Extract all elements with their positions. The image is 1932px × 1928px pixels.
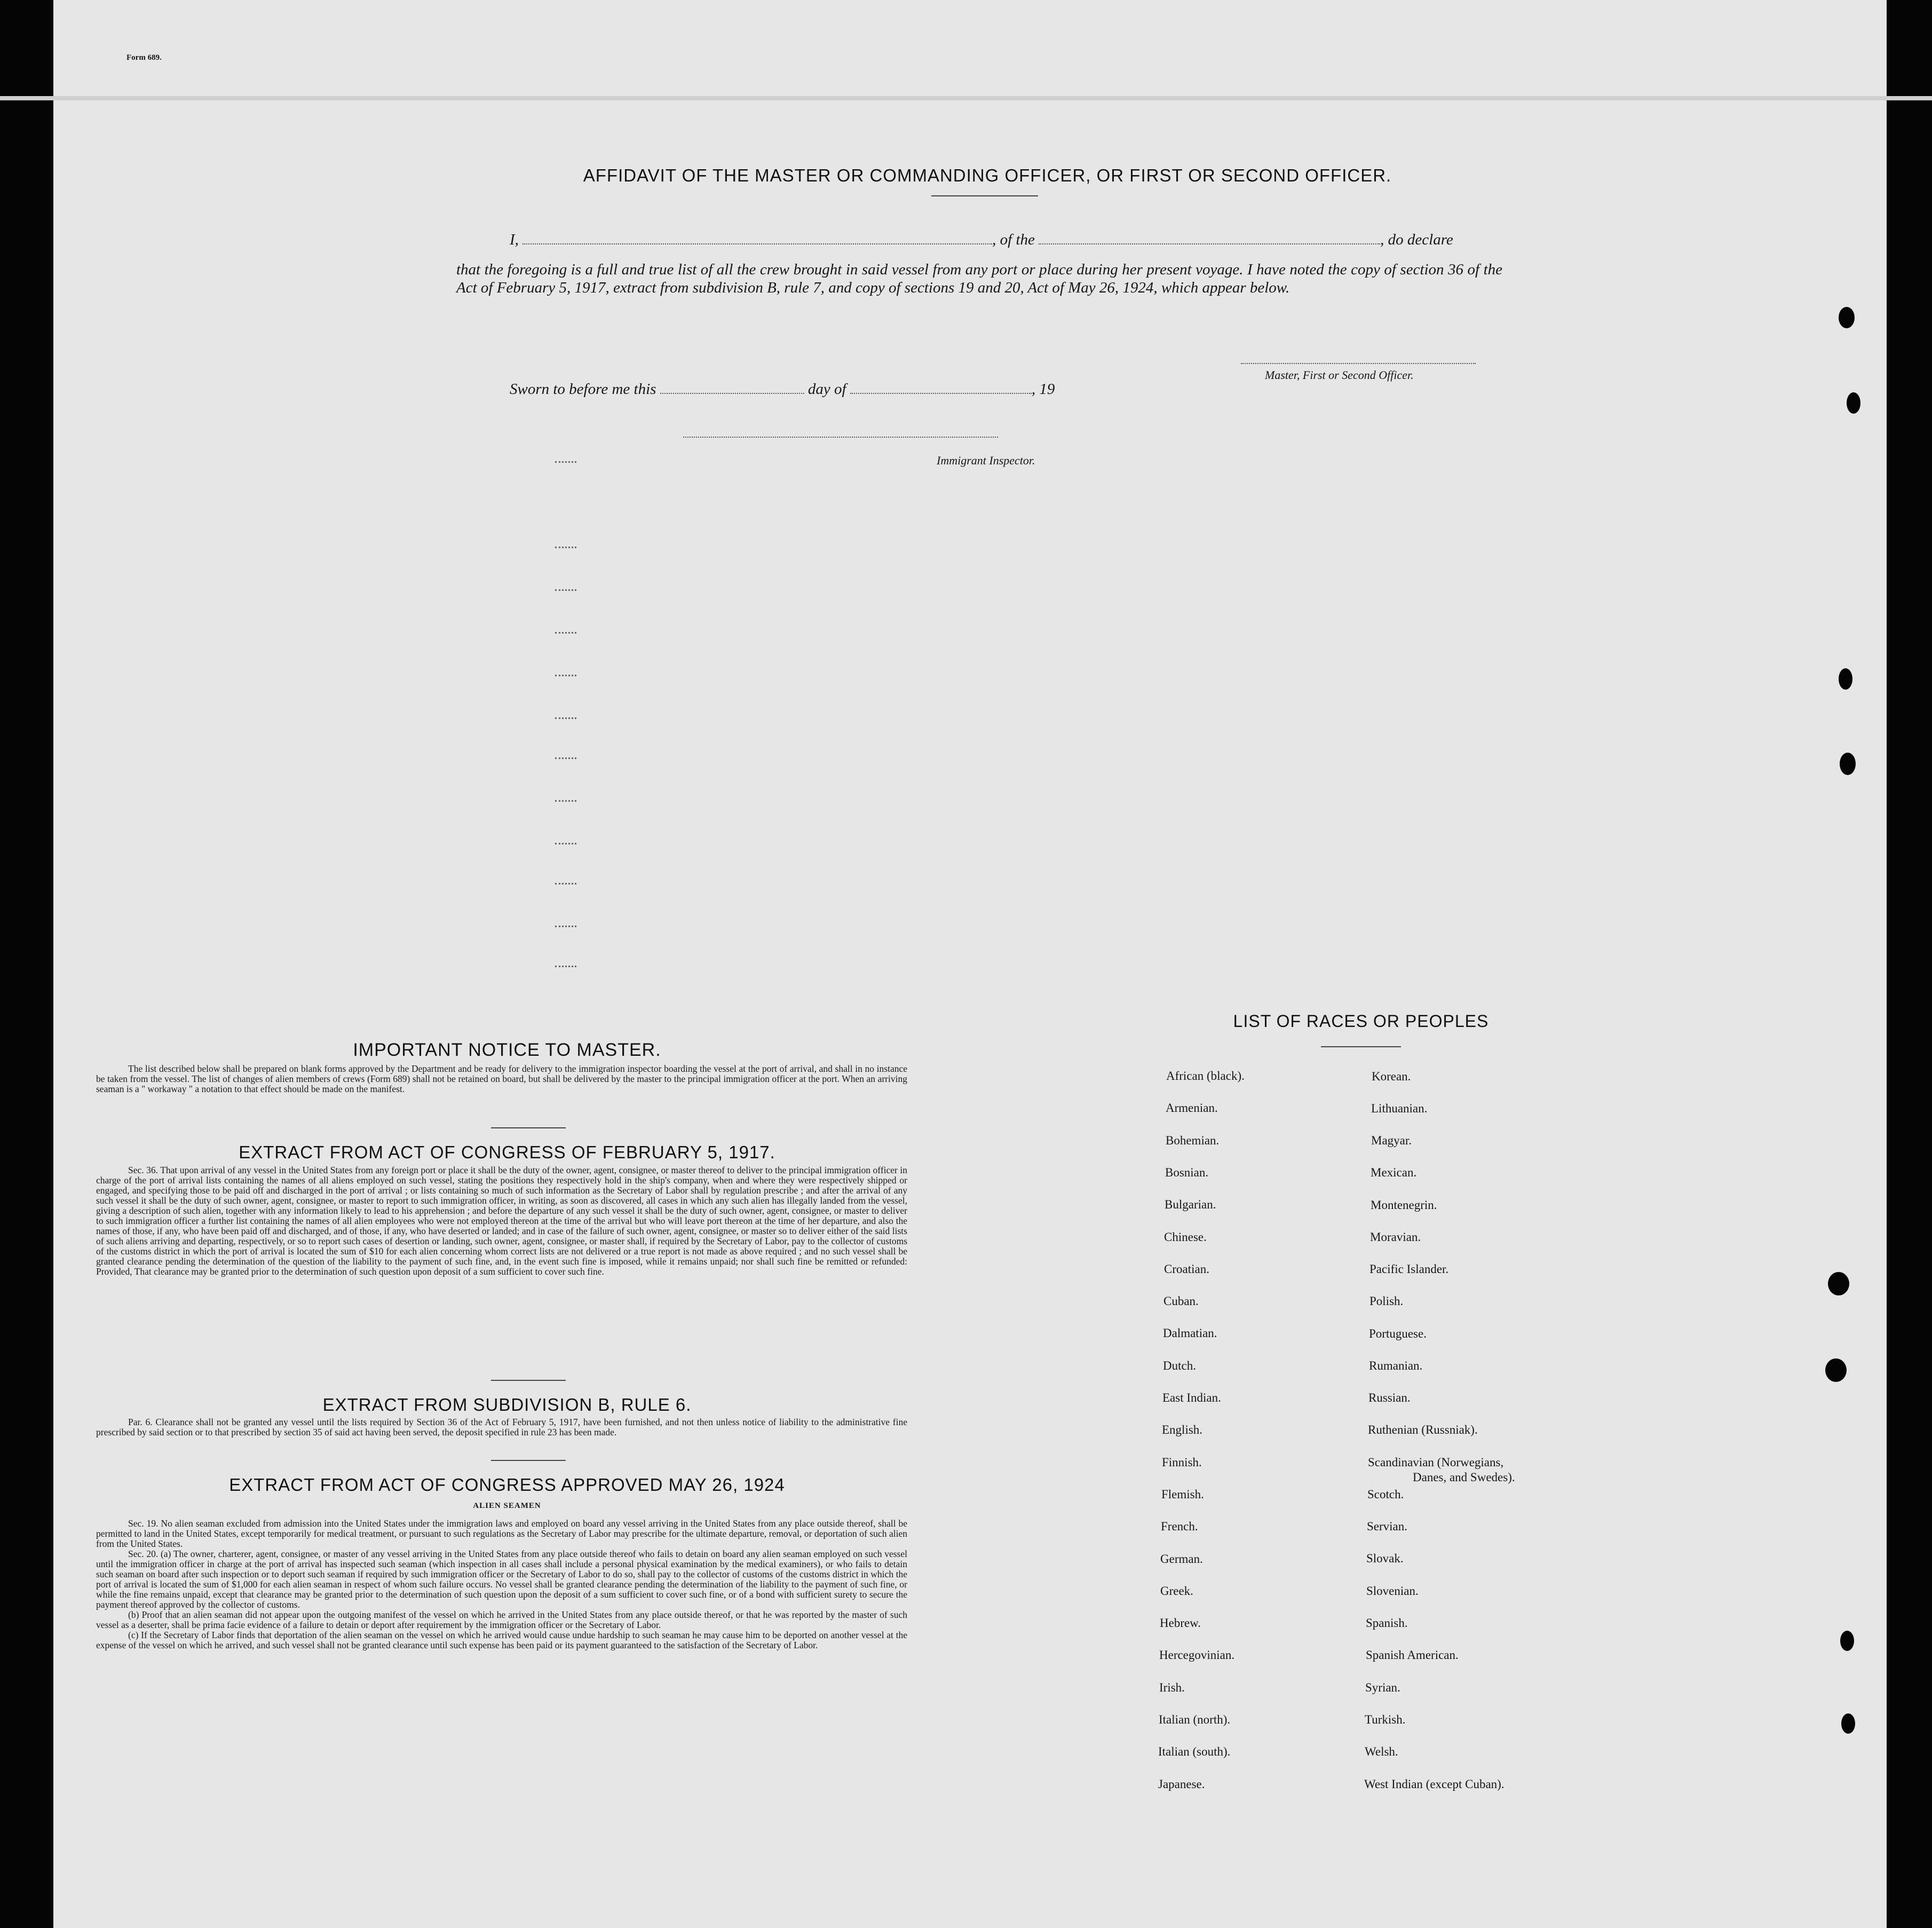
race-item: Italian (south). <box>1158 1745 1231 1758</box>
races-title: LIST OF RACES OR PEOPLES <box>1233 1012 1489 1031</box>
dot-mark <box>555 630 576 634</box>
form-number: Form 689. <box>126 53 162 62</box>
vessel-field[interactable] <box>1039 231 1380 244</box>
race-item: Danes, and Swedes). <box>1413 1471 1515 1484</box>
punch-hole <box>1839 307 1855 328</box>
affidavit-title: AFFIDAVIT OF THE MASTER OR COMMANDING OFFICER, OR FIRST OR SECOND OFFICER. <box>583 165 1392 185</box>
extract-rule6-text: Par. 6. Clearance shall not be granted any vessel until the lists required by Section 36 of the Act of February 5, 1917, have been furnished, and not then unless notice of liability to the administrative fine prescribed by said section or to that prescribed by section 35 of said act having been served, the deposit specified in rule 23 has been made. <box>96 1417 907 1437</box>
race-item: Bohemian. <box>1166 1134 1220 1147</box>
race-item: Flemish. <box>1161 1488 1204 1501</box>
race-item: Hebrew. <box>1160 1616 1201 1630</box>
inspector-title: Immigrant Inspector. <box>937 454 1035 467</box>
sec20a-text: Sec. 20. (a) The owner, charterer, agent, consignee, or master of any vessel arriving in the United States from any place outside thereof who fails to detain on board any alien seaman employed on such vessel until the immigration officer in charge at the port of arrival has inspected such seaman (which inspection in all cases shall include a personal physical examination by the medical examiners), or who fails to detain such seaman on board after such inspection or to deport such seaman if required by such immigration officer or the Secretary of Labor to do so, shall pay to the collector of customs of the customs district in which the port of arrival is located the sum of $1,000 for each alien seaman in respect of whom such failure occurs. No vessel shall be granted clearance pending the determination of the liability to the payment of such fine, or while the fine remains unpaid, except that clearance may be granted prior to the determination of such question upon the deposit of a sum sufficient to cover such fine, or of a bond with sufficient surety to secure the payment thereof approved by the collector of customs. <box>96 1548 907 1610</box>
race-item: Mexican. <box>1371 1166 1417 1179</box>
race-item: Slovenian. <box>1366 1584 1419 1598</box>
section-rule <box>491 1127 566 1128</box>
extract-rule6-title: EXTRACT FROM SUBDIVISION B, RULE 6. <box>322 1395 692 1415</box>
dot-mark <box>555 963 576 967</box>
race-item: Armenian. <box>1166 1101 1218 1115</box>
affidavit-i-label: I, <box>510 231 519 248</box>
notice-title: IMPORTANT NOTICE TO MASTER. <box>353 1040 661 1060</box>
race-item: East Indian. <box>1162 1391 1221 1404</box>
inspector-signature-line[interactable] <box>683 437 998 438</box>
extract-1917-text: Sec. 36. That upon arrival of any vessel in the United States from any foreign port or place it shall be the duty of the owner, agent, consignee, or master thereof to deliver to the principal immigration officer in charge of the port of arrival lists containing the names of all aliens employed on such vessel, stating the positions they respectively hold in the ship's company, when and where they were respectively shipped or engaged, and specifying those to be paid off and discharged in the port of arrival ; or lists containing so much of such information as the Secretary of Labor shall by regulation prescribe ; and after the arrival of any such vessel it shall be the duty of such owner, agent, consignee, or master to report to such immigration officer, in writing, as soon as discovered, all cases in which any such alien has illegally landed from the vessel, giving a description of such alien, together with any information likely to lead to his apprehension ; and before the departure of any such vessel it shall be the duty of such owner, agent, consignee, or master to deliver to such immigration officer a further list containing the names of all alien employees who were not employed thereon at the time of the arrival but who will leave port thereon at the time of her departure, and also the names of those, if any, who have been paid off and discharged, and of those, if any, who have deserted or landed; and in case of the failure of such owner, agent, consignee, or master so to deliver either of the said lists of such aliens arriving and departing, respectively, or so to report such cases of desertion or landing, such owner, agent, consignee, or master shall, if required by the Secretary of Labor, pay to the collector of customs of the customs district in which the port of arrival is located the sum of $10 for each alien concerning whom correct lists are not delivered or a true report is not made as above required ; and no such vessel shall be granted clearance pending the determination of the question of the liability to the payment of such fine, and, in the event such fine is imposed, while it remains unpaid; nor shall such fine be remitted or refunded: Provided, That clearance may be granted prior to the determination of such question upon deposit of a sum sufficient to cover such fine. <box>96 1165 907 1277</box>
dot-mark <box>555 673 576 676</box>
race-item: Italian (north). <box>1159 1713 1231 1726</box>
race-item: Spanish American. <box>1366 1648 1459 1662</box>
dot-mark <box>555 544 576 548</box>
race-item: German. <box>1160 1552 1203 1566</box>
title-rule <box>931 195 1038 196</box>
race-item: French. <box>1161 1520 1198 1533</box>
race-item: Japanese. <box>1158 1777 1205 1791</box>
race-item: Russian. <box>1368 1391 1411 1404</box>
notice-text: The list described below shall be prepared on blank forms approved by the Department and be ready for delivery to the immigration inspector boarding the vessel at the port of arrival, and shall in no instance be taken from the vessel. The list of changes of alien members of crews (Form 689) shall not be retained on board, but shall be delivered by the master to the principal immigration officer at the port. When an arriving seaman is a " workaway " a notation to that effect should be made on the manifest. <box>96 1063 907 1094</box>
race-item: Greek. <box>1160 1584 1193 1598</box>
punch-hole <box>1840 1631 1854 1651</box>
sworn-line <box>510 380 1055 398</box>
race-item: Dalmatian. <box>1163 1326 1217 1340</box>
race-item: Turkish. <box>1365 1713 1406 1726</box>
year-label: , 19 <box>1031 381 1055 398</box>
affidavit-body: that the foregoing is a full and true list of all the crew brought in said vessel from any port or place during her present voyage. I have noted the copy of section 36 of the Act of February 5, 1917, extract from subdivision B, rule 7, and copy of sections 19 and 20, Act of May 26, 1924, which appear below. <box>456 261 1502 296</box>
sworn-month-field[interactable] <box>850 380 1032 394</box>
affidavit-declaration-line <box>510 231 1502 249</box>
race-item: Irish. <box>1159 1681 1185 1694</box>
race-item: Korean. <box>1372 1070 1411 1083</box>
punch-hole <box>1847 392 1860 414</box>
punch-hole <box>1825 1358 1847 1382</box>
race-item: English. <box>1162 1423 1203 1436</box>
race-item: Ruthenian (Russniak). <box>1368 1423 1478 1436</box>
race-item: Lithuanian. <box>1371 1102 1428 1115</box>
dot-mark <box>555 881 576 884</box>
race-item: Dutch. <box>1163 1359 1196 1372</box>
signature-title: Master, First or Second Officer. <box>1265 368 1414 382</box>
dot-mark <box>555 841 576 844</box>
race-item: Spanish. <box>1366 1616 1408 1630</box>
dot-mark <box>555 798 576 802</box>
section-rule <box>491 1380 566 1381</box>
race-item: Bulgarian. <box>1165 1198 1216 1211</box>
section-rule <box>491 1460 566 1461</box>
do-declare-label: , do declare <box>1380 231 1453 248</box>
race-item: Scotch. <box>1367 1488 1404 1501</box>
race-item: Scandinavian (Norwegians, <box>1368 1456 1504 1469</box>
race-item: African (black). <box>1166 1069 1245 1082</box>
dot-mark <box>555 923 576 927</box>
race-item: Portuguese. <box>1369 1327 1427 1340</box>
dot-mark <box>555 755 576 759</box>
race-item: Croatian. <box>1164 1262 1209 1276</box>
sec20c-text: (c) If the Secretary of Labor finds that deportation of the alien seaman on the vessel on which he arrived would cause undue hardship to such seaman he may cause him to be deported on another vessel at the expense of the vessel on which he arrived, and such vessel shall not be granted clearance until such expense has been paid or its payment guaranteed to the satisfaction of the Secretary of Labor. <box>96 1630 907 1650</box>
alien-seamen-subhead: ALIEN SEAMEN <box>473 1502 541 1510</box>
race-item: Slovak. <box>1366 1552 1404 1565</box>
race-item: Montenegrin. <box>1371 1198 1437 1212</box>
race-item: Syrian. <box>1365 1681 1400 1694</box>
extract-1924-text <box>96 1519 907 1650</box>
race-item: Servian. <box>1367 1520 1408 1533</box>
name-field[interactable] <box>522 231 992 244</box>
punch-hole <box>1840 753 1856 775</box>
dot-mark <box>555 587 576 591</box>
sec20b-text: (b) Proof that an alien seaman did not appear upon the outgoing manifest of the vessel on which he arrived in the United States from any place outside thereof, or that he was reported by the master of such vessel as a deserter, shall be prima facie evidence of a failure to detain or deport after requirement by the immigration officer or the Secretary of Labor. <box>96 1609 907 1630</box>
race-item: Bosnian. <box>1165 1166 1209 1179</box>
race-item: Rumanian. <box>1369 1359 1423 1372</box>
races-title-rule <box>1321 1046 1401 1047</box>
race-item: Finnish. <box>1162 1456 1202 1469</box>
sworn-label: Sworn to before me this <box>510 381 656 398</box>
extract-1924-title: EXTRACT FROM ACT OF CONGRESS APPROVED MAY 26, 1924 <box>229 1475 785 1495</box>
sec19-text: Sec. 19. No alien seaman excluded from admission into the United States under the immigration laws and employed on board any vessel arriving in the United States from any place outside thereof, shall be permitted to land in the United States, except temporarily for medical treatment, or pursuant to such regulations as the Secretary of Labor may prescribe for the ultimate departure, removal, or deportation of such alien from the United States. <box>96 1518 907 1549</box>
race-item: Hercegovinian. <box>1159 1648 1235 1662</box>
race-item: Cuban. <box>1163 1294 1199 1308</box>
sworn-day-field[interactable] <box>660 380 804 394</box>
dot-mark <box>555 459 576 463</box>
day-of-label: day of <box>807 381 846 398</box>
race-item: Moravian. <box>1370 1230 1421 1244</box>
race-item: West Indian (except Cuban). <box>1364 1777 1505 1791</box>
of-the-label: , of the <box>992 231 1035 248</box>
extract-1917-title: EXTRACT FROM ACT OF CONGRESS OF FEBRUARY 5, 1917. <box>239 1142 775 1162</box>
punch-hole <box>1828 1272 1849 1295</box>
punch-hole <box>1839 668 1852 690</box>
race-item: Pacific Islander. <box>1369 1262 1449 1276</box>
race-item: Chinese. <box>1164 1230 1207 1244</box>
signature-line[interactable] <box>1241 363 1476 364</box>
race-item: Welsh. <box>1365 1745 1398 1758</box>
race-item: Magyar. <box>1371 1134 1412 1147</box>
race-item: Polish. <box>1369 1294 1404 1308</box>
fold-strip <box>0 96 1932 100</box>
dot-mark <box>555 715 576 719</box>
punch-hole <box>1841 1713 1855 1734</box>
